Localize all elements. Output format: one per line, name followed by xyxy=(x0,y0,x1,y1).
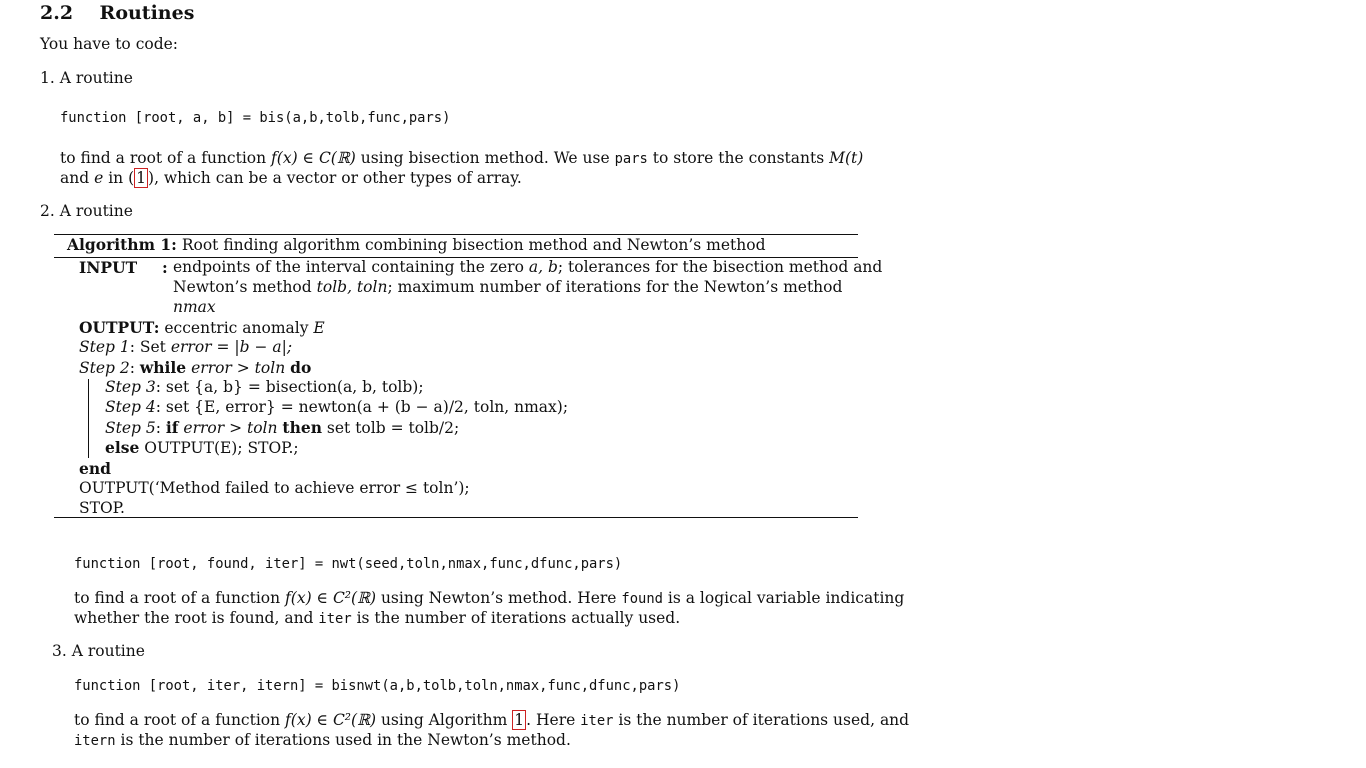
inline-code: pars xyxy=(614,151,648,167)
math: e xyxy=(94,169,104,187)
keyword: if xyxy=(165,418,179,437)
list-number: 3. xyxy=(52,642,67,660)
text: is a logical variable indicating xyxy=(667,589,905,607)
text: : set {E, error} = newton(a + (b − a)/2, toln, nmax); xyxy=(155,398,569,416)
list-item-2 xyxy=(40,202,133,220)
list-label: A routine xyxy=(59,202,133,220)
text: to find a root of a function xyxy=(74,711,281,729)
caption-label: Algorithm 1: xyxy=(67,235,177,254)
input-line2 xyxy=(173,278,842,296)
list-number: 1. xyxy=(40,69,55,87)
step-label: Step 2 xyxy=(79,359,130,377)
section-heading xyxy=(40,2,194,24)
output-label: OUTPUT: xyxy=(79,318,160,337)
step-label: Step 5 xyxy=(105,419,156,437)
text: set tolb = tolb/2; xyxy=(326,419,460,437)
intro-text: You have to code: xyxy=(40,35,179,53)
section-number: 2.2 xyxy=(40,2,74,24)
keyword: else xyxy=(105,438,140,457)
fail-line: OUTPUT(‘Method failed to achieve error ≤ toln’); xyxy=(79,479,470,497)
item3-desc-line2 xyxy=(74,731,571,749)
algorithm-reference-link[interactable]: 1 xyxy=(514,711,525,729)
text: in ( xyxy=(108,169,135,187)
step-label: Step 3 xyxy=(105,378,156,396)
output-line xyxy=(79,318,325,337)
list-item-1 xyxy=(40,69,133,87)
math: M(t) xyxy=(829,149,864,167)
else-line xyxy=(105,438,299,457)
text: : set {a, b} = bisection(a, b, tolb); xyxy=(155,378,424,396)
text: to store the constants xyxy=(652,149,825,167)
step-3 xyxy=(105,378,424,396)
list-number: 2. xyxy=(40,202,55,220)
text: is the number of iterations used in the Newton’s method. xyxy=(120,731,571,749)
step-5 xyxy=(105,418,459,437)
step-label: Step 1 xyxy=(79,338,130,356)
math: f(x) ∈ C(ℝ) xyxy=(271,149,356,167)
keyword: do xyxy=(290,358,312,377)
text: and xyxy=(60,169,90,187)
text: : xyxy=(155,419,161,437)
item1-desc-line1 xyxy=(60,149,863,167)
algorithm-bottom-rule xyxy=(54,517,858,518)
input-line1 xyxy=(173,258,882,276)
math: f(x) ∈ C²(ℝ) xyxy=(285,711,376,729)
math: f(x) ∈ C²(ℝ) xyxy=(285,589,376,607)
text: is the number of iterations used, and xyxy=(618,711,910,729)
code-signature-nwt: function [root, found, iter] = nwt(seed,toln,nmax,func,dfunc,pars) xyxy=(74,556,623,572)
text: ; maximum number of iterations for the Newton’s method xyxy=(387,278,843,296)
text: endpoints of the interval containing the zero xyxy=(173,258,524,276)
text: to find a root of a function xyxy=(60,149,267,167)
while-block-bar xyxy=(88,379,89,458)
step-4 xyxy=(105,398,568,416)
keyword: then xyxy=(282,418,322,437)
text: eccentric anomaly xyxy=(164,319,309,337)
item3-desc-line1 xyxy=(74,711,909,729)
list-item-3 xyxy=(52,642,145,660)
math: E xyxy=(313,319,325,337)
item1-desc-line2 xyxy=(60,169,522,187)
text: to find a root of a function xyxy=(74,589,281,607)
step-2 xyxy=(79,358,311,377)
caption-text: Root finding algorithm combining bisection method and Newton’s method xyxy=(181,236,766,254)
math: error > toln xyxy=(191,359,286,377)
algorithm-caption xyxy=(67,235,766,254)
text: OUTPUT(E); STOP.; xyxy=(144,439,299,457)
inline-code: iter xyxy=(580,713,614,729)
equation-reference-link[interactable]: 1 xyxy=(136,169,147,187)
inline-code: iter xyxy=(318,611,352,627)
text: using Newton’s method. Here xyxy=(380,589,617,607)
inline-code: itern xyxy=(74,733,116,749)
list-label: A routine xyxy=(59,69,133,87)
math: error > toln xyxy=(183,419,278,437)
text: : Set xyxy=(129,338,166,356)
text: whether the root is found, and xyxy=(74,609,314,627)
end-keyword: end xyxy=(79,459,111,478)
text: . Here xyxy=(526,711,576,729)
input-line3: nmax xyxy=(173,298,216,316)
code-signature-bis: function [root, a, b] = bis(a,b,tolb,func,pars) xyxy=(60,110,451,126)
stop-line: STOP. xyxy=(79,499,125,517)
inline-code: found xyxy=(621,591,663,607)
math: a, b xyxy=(528,258,558,276)
keyword: while xyxy=(139,358,187,377)
code-signature-bisnwt: function [root, iter, itern] = bisnwt(a,b,tolb,toln,nmax,func,dfunc,pars) xyxy=(74,678,681,694)
step-1 xyxy=(79,338,292,356)
text: ), which can be a vector or other types of array. xyxy=(148,169,522,187)
text: : xyxy=(129,359,135,377)
text: is the number of iterations actually used. xyxy=(356,609,681,627)
section-title: Routines xyxy=(99,2,195,24)
step-label: Step 4 xyxy=(105,398,156,416)
item2-desc-line1 xyxy=(74,589,904,607)
input-label: INPUT xyxy=(79,258,138,277)
item2-desc-line2 xyxy=(74,609,680,627)
math: tolb, toln xyxy=(316,278,388,296)
text: Newton’s method xyxy=(173,278,312,296)
math: error = |b − a|; xyxy=(170,338,293,356)
input-separator: : xyxy=(162,258,168,277)
text: ; tolerances for the bisection method and xyxy=(557,258,883,276)
text: using bisection method. We use xyxy=(360,149,610,167)
text: using Algorithm xyxy=(380,711,508,729)
list-label: A routine xyxy=(71,642,145,660)
